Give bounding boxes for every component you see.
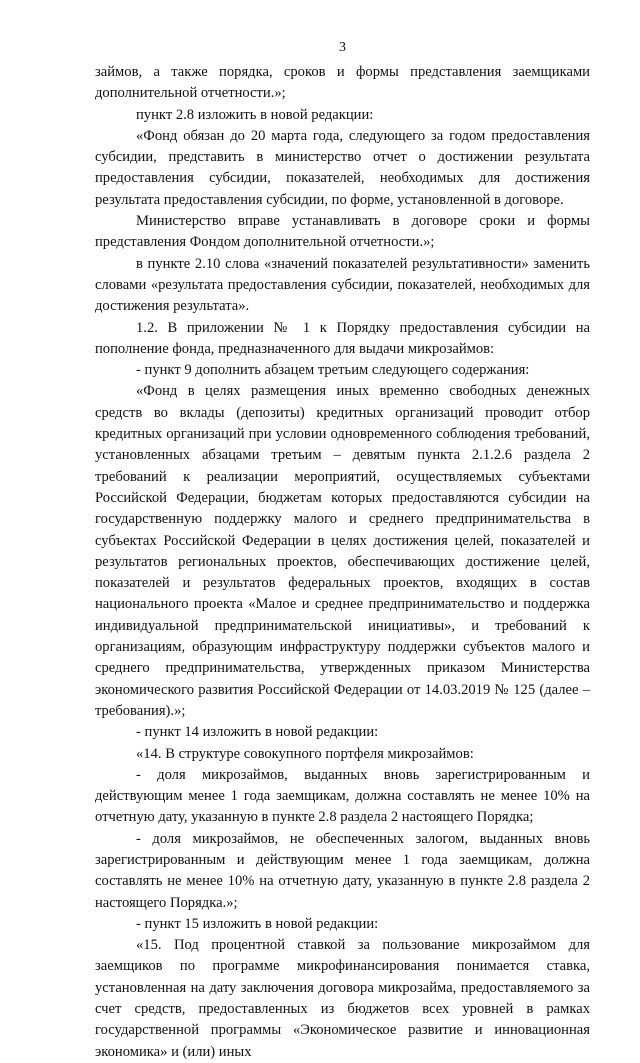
paragraph: 1.2. В приложении № 1 к Порядку предоставления субсидии на пополнение фонда, предназначенного для выдачи микрозаймов: [95, 319, 590, 357]
paragraph: «Фонд в целях размещения иных временно свободных денежных средств во вклады (депозиты) кредитных организаций проводит отбор кредитных организаций при условии одновременного соблюдения требований, установленных абзацами третьим – девятым пункта 2.1.2.6 раздела 2 требований к реализации мероприятий, осуществляемых субъектами Российской Федерации, бюджетам которых предоставляются субсидии на государственную поддержку малого и среднего предпринимательства в субъектах Российской Федерации в целях достижения целей, показателей и результатов региональных проектов, обеспечивающих достижение целей, показателей и результатов федеральных проектов, входящих в состав национального проекта «Малое и среднее предпринимательство и поддержка индивидуальной предпринимательской инициативы», и требований к организациям, образующим инфраструктуру поддержки субъектов малого и среднего предпринимательства, утвержденных приказом Министерства экономического развития Российской Федерации от 14.03.2019 № 125 (далее – требования).»; [95, 383, 590, 719]
paragraph: займов, а также порядка, сроков и формы представления заемщиками дополнительной отчетности.»; [95, 64, 590, 102]
paragraph: «14. В структуре совокупного портфеля микрозаймов: [136, 745, 474, 762]
page-number: 3 [339, 40, 346, 55]
document-body [95, 62, 590, 1063]
paragraph: - доля микрозаймов, выданных вновь зарегистрированным и действующим менее 1 года заемщикам, должна составлять не менее 10% на отчетную дату, указанную в пункте 2.8 раздела 2 настоящего Порядка; [95, 766, 590, 826]
paragraph: в пункте 2.10 слова «значений показателей результативности» заменить словами «результата предоставления субсидии, показателей, необходимых для достижения результата». [95, 255, 590, 315]
paragraph: - пункт 14 изложить в новой редакции: [136, 724, 379, 741]
paragraph: пункт 2.8 изложить в новой редакции: [136, 106, 374, 123]
paragraph: Министерство вправе устанавливать в договоре сроки и формы представления Фондом дополнительной отчетности.»; [95, 213, 590, 251]
paragraph: - доля микрозаймов, не обеспеченных залогом, выданных вновь зарегистрированным и действующим менее 1 года заемщикам, должна составлять не менее 10% на отчетную дату, указанную в пункте 2.8 раздела 2 настоящего Порядка.»; [95, 830, 590, 911]
paragraph: «Фонд обязан до 20 марта года, следующего за годом предоставления субсидии, представить в министерство отчет о достижении результата предоставления субсидии, показателей, необходимых для достижения результата предоставления субсидии, по форме, установленной в договоре. [95, 127, 590, 208]
paragraph: - пункт 9 дополнить абзацем третьим следующего содержания: [136, 362, 530, 379]
paragraph: «15. Под процентной ставкой за пользование микрозаймом для заемщиков по программе микрофинансирования понимается ставка, установленная на дату заключения договора микрозайма, предоставляемого за счет средств, предоставленных из бюджетов всех уровней в рамках государственной программы «Экономическое развитие и инновационная экономика» и (или) иных [95, 937, 590, 1060]
paragraph: - пункт 15 изложить в новой редакции: [136, 915, 379, 932]
